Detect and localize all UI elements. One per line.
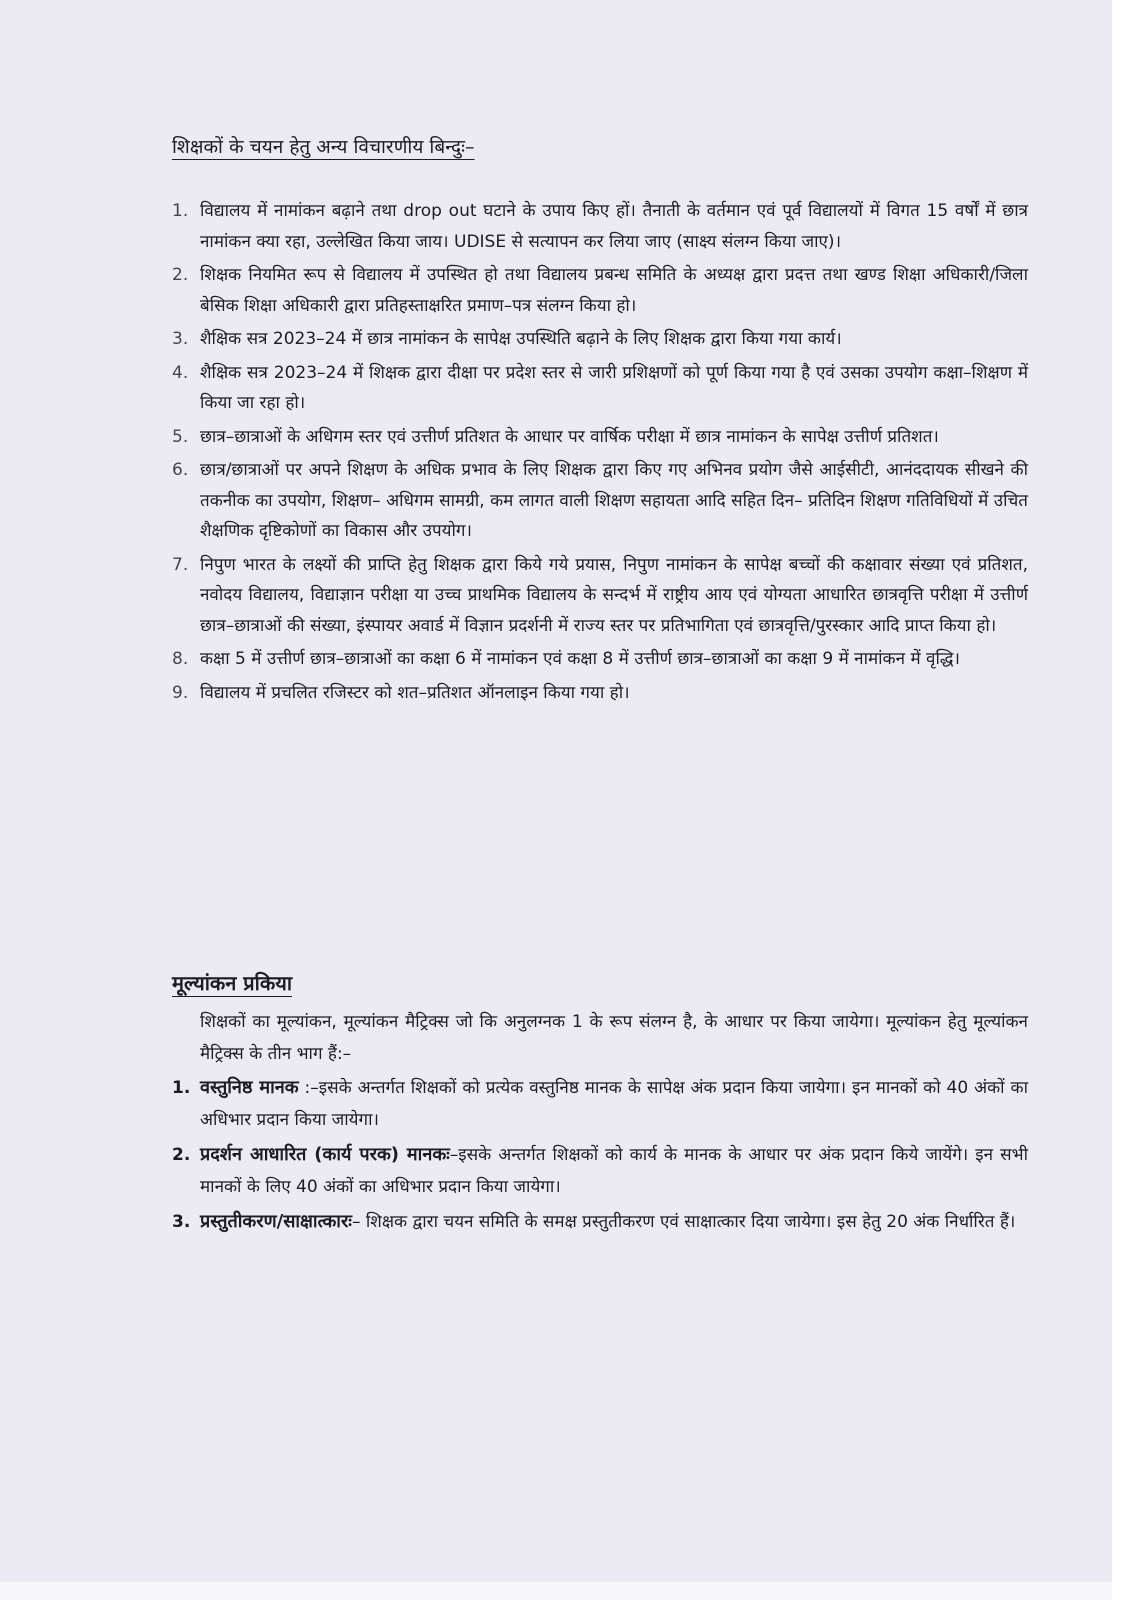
part-term: प्रदर्शन आधारित (कार्य परक) मानकः [200, 1144, 450, 1165]
item-text: शैक्षिक सत्र 2023–24 में शिक्षक द्वारा दीक्षा पर प्रदेश स्तर से जारी प्रशिक्षणों को पूर्ण किया गया है एवं उसका उपयोग कक्षा–शिक्षण में किया जा रहा हो। [200, 362, 1028, 413]
item-number: 9. [172, 682, 189, 703]
part-text: :–इसके अन्तर्गत शिक्षकों को प्रत्येक वस्तुनिष्ठ मानक के सापेक्ष अंक प्रदान किया जायेगा। इन मानकों को 40 अंकों का अधिभार प्रदान किया जायेगा। [200, 1078, 1029, 1130]
criteria-list [172, 196, 1028, 711]
list-item [172, 196, 1028, 257]
part-text: –इसके अन्तर्गत शिक्षकों को कार्य के मानक के आधार पर अंक प्रदान किये जायेंगे। इन सभी मानकों के लिए 40 अंकों का अधिभार प्रदान किया जायेगा। [200, 1145, 1028, 1197]
list-item [172, 455, 1028, 547]
item-text: छात्र/छात्राओं पर अपने शिक्षण के अधिक प्रभाव के लिए शिक्षक द्वारा किए गए अभिनव प्रयोग जैसे आईसीटी, आनंददायक सीखने की तकनीक का उपयोग, शिक्षण– अधिगम सामग्री, कम लागत वाली शिक्षण सहायता आदि सहित दिन– प्रतिदिन शिक्षण गतिविधियों में उचित शैक्षणिक दृष्टिकोणों का विकास और उपयोग। [200, 460, 1028, 541]
item-text: विद्यालय में प्रचलित रजिस्टर को शत–प्रतिशत ऑनलाइन किया गया हो। [200, 682, 630, 703]
list-item [172, 1206, 1028, 1238]
item-number: 6. [172, 460, 189, 480]
list-item [172, 358, 1028, 419]
item-number: 4. [172, 362, 189, 383]
section-heading: शिक्षकों के चयन हेतु अन्य विचारणीय बिन्दुः– [172, 136, 475, 158]
part-term: प्रस्तुतीकरण/साक्षात्कारः [200, 1211, 352, 1232]
item-text: शिक्षक नियमित रूप से विद्यालय में उपस्थित हो तथा विद्यालय प्रबन्ध समिति के अध्यक्ष द्वारा प्रदत्त तथा खण्ड शिक्षा अधिकारी/जिला बेसिक शिक्षा अधिकारी द्वारा प्रतिहस्ताक्षरित प्रमाण–पत्र संलग्न किया हो। [200, 265, 1028, 316]
list-item [172, 260, 1028, 321]
item-text: विद्यालय में नामांकन बढ़ाने तथा drop out घटाने के उपाय किए हों। तैनाती के वर्तमान एवं पूर्व विद्यालयों में विगत 15 वर्षों में छात्र नामांकन क्या रहा, उल्लेखित किया जाय। UDISE से सत्यापन कर लिया जाए (साक्ष्य संलग्न किया जाए)। [200, 201, 1028, 252]
item-text: निपुण भारत के लक्ष्यों की प्राप्ति हेतु शिक्षक द्वारा किये गये प्रयास, निपुण नामांकन के सापेक्ष बच्चों की कक्षावार संख्या एवं प्रतिशत, नवोदय विद्यालय, विद्याज्ञान परीक्षा या उच्च प्राथमिक विद्यालय के सन्दर्भ में राष्ट्रीय आय एवं योग्यता आधारित छात्रवृत्ति परीक्षा में उत्तीर्ण छात्र–छात्राओं की संख्या, इंस्पायर अवार्ड में विज्ञान प्रदर्शनी में राज्य स्तर पर प्रतिभागिता एवं छात्रवृत्ति/पुरस्कार आदि प्राप्त किया हो। [200, 554, 1028, 636]
evaluation-parts-list [172, 1072, 1028, 1241]
part-text: – शिक्षक द्वारा चयन समिति के समक्ष प्रस्तुतीकरण एवं साक्षात्कार दिया जायेगा। इस हेतु 20 अंक निर्धारित हैं। [351, 1212, 1016, 1232]
list-item [172, 422, 1028, 453]
part-number: 2. [172, 1145, 191, 1165]
item-number: 8. [172, 649, 189, 669]
list-item [172, 324, 1028, 355]
list-item [172, 678, 1028, 709]
item-number: 2. [172, 265, 189, 285]
item-number: 5. [172, 426, 189, 447]
item-text: शैक्षिक सत्र 2023–24 में छात्र नामांकन के सापेक्ष उपस्थिति बढ़ाने के लिए शिक्षक द्वारा किया गया कार्य। [200, 329, 842, 349]
item-number: 7. [172, 554, 189, 575]
list-item [172, 1139, 1028, 1203]
list-item [172, 550, 1028, 642]
item-text: छात्र–छात्राओं के अधिगम स्तर एवं उत्तीर्ण प्रतिशत के आधार पर वार्षिक परीक्षा में छात्र नामांकन के सापेक्ष उत्तीर्ण प्रतिशत। [200, 426, 939, 447]
list-item [172, 1072, 1028, 1136]
evaluation-heading: मूल्यांकन प्रकिया [172, 971, 293, 995]
scan-margin-bottom [0, 1582, 1112, 1600]
part-number: 1. [172, 1078, 191, 1098]
part-term: वस्तुनिष्ठ मानक [200, 1077, 299, 1098]
item-number: 3. [172, 329, 189, 349]
evaluation-intro: शिक्षकों का मूल्यांकन, मूल्यांकन मैट्रिक्स जो कि अनुलग्नक 1 के रूप संलग्न है, के आधार पर किया जायेगा। मूल्यांकन हेतु मूल्यांकन मैट्रिक्स के तीन भाग हैं:– [200, 1012, 1028, 1064]
item-number: 1. [172, 201, 189, 221]
part-number: 3. [172, 1212, 191, 1232]
list-item [172, 644, 1028, 675]
item-text: कक्षा 5 में उत्तीर्ण छात्र–छात्राओं का कक्षा 6 में नामांकन एवं कक्षा 8 में उत्तीर्ण छात्र–छात्राओं का कक्षा 9 में नामांकन में वृद्धि। [200, 649, 960, 669]
scan-margin-right [1112, 0, 1132, 1600]
